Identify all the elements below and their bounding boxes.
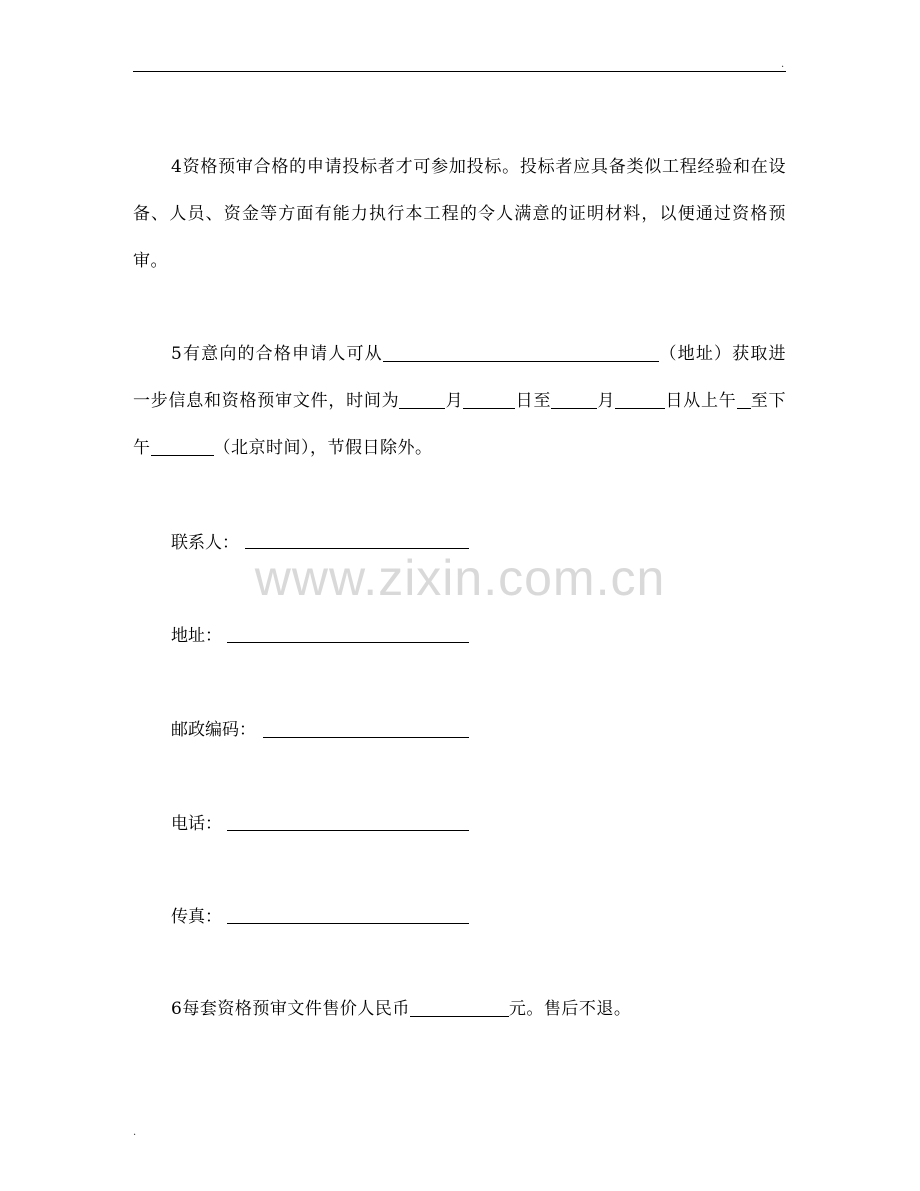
start-day-blank[interactable]	[463, 388, 515, 409]
contact-label: 联系人：	[171, 533, 239, 553]
postal-code-field[interactable]	[263, 737, 469, 738]
watermark: www.zixin.com.cn	[254, 550, 666, 606]
address-blank[interactable]	[383, 341, 659, 362]
header-rule	[133, 71, 786, 72]
footer-dot: .	[133, 1127, 137, 1138]
fax-field[interactable]	[227, 923, 469, 924]
to-pm-label: 至下午	[133, 391, 787, 458]
end-month-blank[interactable]	[551, 388, 597, 409]
address-field[interactable]	[227, 642, 469, 643]
day-to-label: 日至	[515, 391, 552, 411]
paragraph-5-part1: 5有意向的合格申请人可从	[171, 344, 383, 364]
phone-label: 电话：	[171, 814, 222, 834]
month-label-2: 月	[597, 391, 616, 411]
paragraph-6-part2: 元。售后不退。	[508, 999, 632, 1019]
paragraph-5	[133, 331, 786, 472]
day-from-am-label: 日从上午	[665, 391, 737, 411]
paragraph-6	[133, 986, 786, 1033]
paragraph-6-part1: 6每套资格预审文件售价人民币	[171, 999, 410, 1019]
paragraph-5-part2: （地址）获取进一步信息和资格预审文件，时间为	[133, 344, 786, 411]
end-day-blank[interactable]	[615, 388, 665, 409]
header-dot: .	[781, 59, 785, 70]
phone-field[interactable]	[227, 830, 469, 831]
price-blank[interactable]	[410, 996, 509, 1017]
start-month-blank[interactable]	[399, 388, 445, 409]
pm-time-blank[interactable]	[151, 435, 214, 456]
contact-field[interactable]	[245, 548, 469, 549]
address-label: 地址：	[171, 626, 222, 646]
paragraph-4-text: 4资格预审合格的申请投标者才可参加投标。投标者应具备类似工程经验和在设备、人员、资金等方面有能力执行本工程的令人满意的证明材料，以便通过资格预审。	[133, 157, 786, 271]
fax-label: 传真：	[171, 907, 222, 927]
postal-code-label: 邮政编码：	[171, 720, 256, 740]
paragraph-4	[133, 144, 786, 285]
month-label-1: 月	[445, 391, 464, 411]
am-time-blank[interactable]	[737, 388, 751, 409]
paragraph-5-tail: （北京时间），节假日除外。	[213, 438, 433, 458]
